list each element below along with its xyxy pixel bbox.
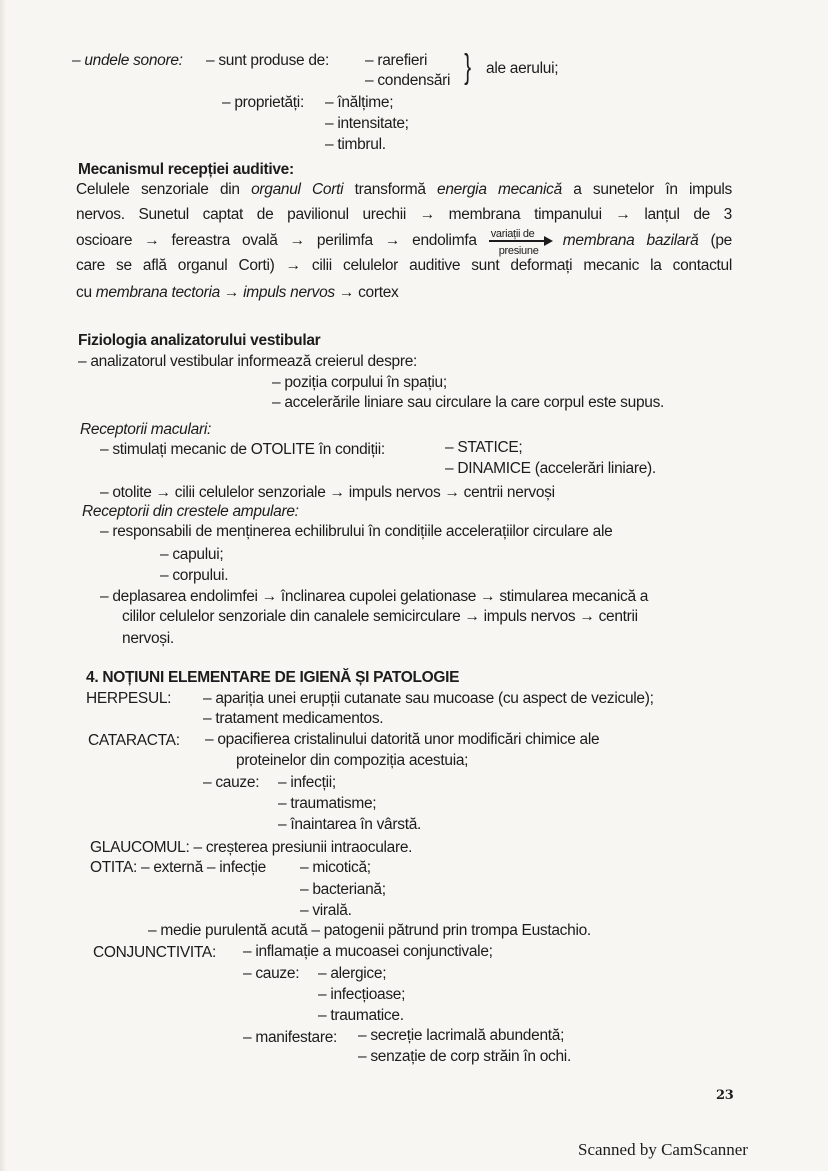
term-glaucoma: GLAUCOMUL: – creșterea presiunii intraoculare. (90, 839, 413, 856)
list-item: – corpului. (160, 567, 229, 584)
arrow-label-top: variații de (490, 228, 535, 240)
list-item: – virală. (300, 902, 352, 919)
subheading-ampular: Receptorii din crestele ampulare: (82, 503, 299, 520)
section-heading-mechanism: Mecanismul recepției auditive: (78, 161, 294, 178)
property-item: – intensitate; (325, 115, 409, 132)
list-item: – alergice; (318, 965, 387, 982)
list-item: – accelerările liniare sau circulare la care corpul este supus. (272, 394, 665, 411)
arrow-label-bottom: presiune (498, 245, 539, 257)
paragraph-line: care se află organul Corti) → cilii celulelor auditive sunt deformați mecanic la contactul (76, 257, 732, 274)
paragraph-line: nervos. Sunetul captat de pavilionul urechii → membrana timpanului → lanțul de 3 (76, 206, 732, 223)
definition: proteinelor din compoziția acestuia; (236, 752, 469, 769)
list-item: – STATICE; (445, 439, 523, 456)
subheading-macular: Receptorii maculari: (80, 421, 211, 438)
list-item: – infecțioase; (318, 986, 406, 1003)
list-item: – traumatisme; (278, 795, 377, 812)
paragraph-line (76, 228, 733, 257)
text-run: oscioare → fereastra ovală → perilimfa → endolimfa (76, 232, 477, 249)
text-run: a sunetelor în impuls (561, 181, 732, 198)
definition: – apariția unei erupții cutanate sau mucoase (cu aspect de vezicule); (203, 690, 654, 707)
list-item: – senzație de corp străin în ochi. (358, 1048, 571, 1065)
list-item: – DINAMICE (accelerări liniare). (445, 460, 656, 477)
list-item: – otolite → cilii celulelor senzoriale → impuls nervos → centrii nervoși (100, 484, 555, 501)
list-item: – medie purulentă acută – patogenii pătrund prin trompa Eustachio. (148, 922, 591, 939)
section-heading-vestibular: Fiziologia analizatorului vestibular (78, 332, 321, 349)
text-run-italic: membrana tectoria (95, 284, 220, 301)
list-item: – secreție lacrimală abundentă; (358, 1027, 565, 1044)
list-item: – deplasarea endolimfei → înclinarea cupolei gelationase → stimularea mecanică a (100, 588, 649, 605)
list-item-continued: cililor celulelor senzoriale din canalele semicirculare → impuls nervos → centrii (122, 608, 638, 625)
text-run-italic: energia mecanică (437, 181, 562, 198)
rarefieri: – rarefieri (365, 52, 428, 69)
manifestation-label: – manifestare: (243, 1029, 338, 1046)
list-item: – analizatorul vestibular informează creierul despre: (78, 353, 418, 370)
causes-label: – cauze: (203, 774, 260, 791)
list-item: – micotică; (300, 859, 371, 876)
list-item-continued: nervoși. (122, 630, 174, 647)
list-item: – poziția corpului în spațiu; (272, 374, 447, 391)
list-item: – traumatice. (318, 1007, 404, 1024)
list-item: – bacteriană; (300, 881, 386, 898)
term-conjunctivitis: CONJUNCTIVITA: (93, 944, 216, 961)
term-herpes: HERPESUL: (86, 690, 172, 707)
list-item: – stimulați mecanic de OTOLITE în condiții: (100, 441, 385, 458)
list-item: – capului; (160, 546, 224, 563)
term-otita: OTITA: – externă – infecție (90, 859, 266, 876)
text-run: cu (76, 284, 96, 301)
term-cataract: CATARACTA: (88, 732, 180, 749)
text-run-italic: impuls nervos (243, 284, 335, 301)
condensari: – condensări (365, 72, 451, 89)
of-air: ale aerului; (486, 60, 559, 77)
text-run-italic: organul Corti (251, 181, 344, 198)
text-run: Celulele senzoriale din (76, 181, 252, 198)
scan-edge-shadow (0, 0, 6, 1171)
definition: – opacifierea cristalinului datorită unor modificări chimice ale (205, 731, 600, 748)
text-run-italic: membrana bazilară (562, 232, 699, 249)
text-run: → (219, 284, 244, 301)
paragraph-line (76, 284, 398, 302)
causes-label: – cauze: (243, 965, 300, 982)
list-item: – înaintarea în vârstă. (278, 816, 422, 833)
arrow-with-label (489, 228, 551, 257)
property-item: – înălțime; (325, 94, 394, 111)
page-number: 23 (716, 1088, 734, 1103)
text-run: transformă (343, 181, 438, 198)
definition: – tratament medicamentos. (203, 710, 384, 727)
section-heading-hygiene: 4. NOȚIUNI ELEMENTARE DE IGIENĂ ȘI PATOLOGIE (86, 669, 460, 686)
paragraph-line (76, 181, 732, 199)
brace-symbol: } (464, 48, 471, 86)
definition: – inflamație a mucoasei conjunctivale; (243, 943, 493, 960)
list-item: – infecții; (278, 774, 336, 791)
sound-label: – undele sonore: (72, 52, 183, 69)
text-run: (pe (698, 232, 733, 249)
property-item: – timbrul. (325, 136, 386, 153)
text-run: → cortex (334, 284, 399, 301)
scanner-watermark: Scanned by CamScanner (578, 1140, 748, 1159)
list-item: – responsabili de menținerea echilibrului în condițiile accelerațiilor circulare ale (100, 523, 613, 540)
properties-label: – proprietăți: (222, 94, 304, 111)
produced-by: – sunt produse de: (206, 52, 329, 69)
